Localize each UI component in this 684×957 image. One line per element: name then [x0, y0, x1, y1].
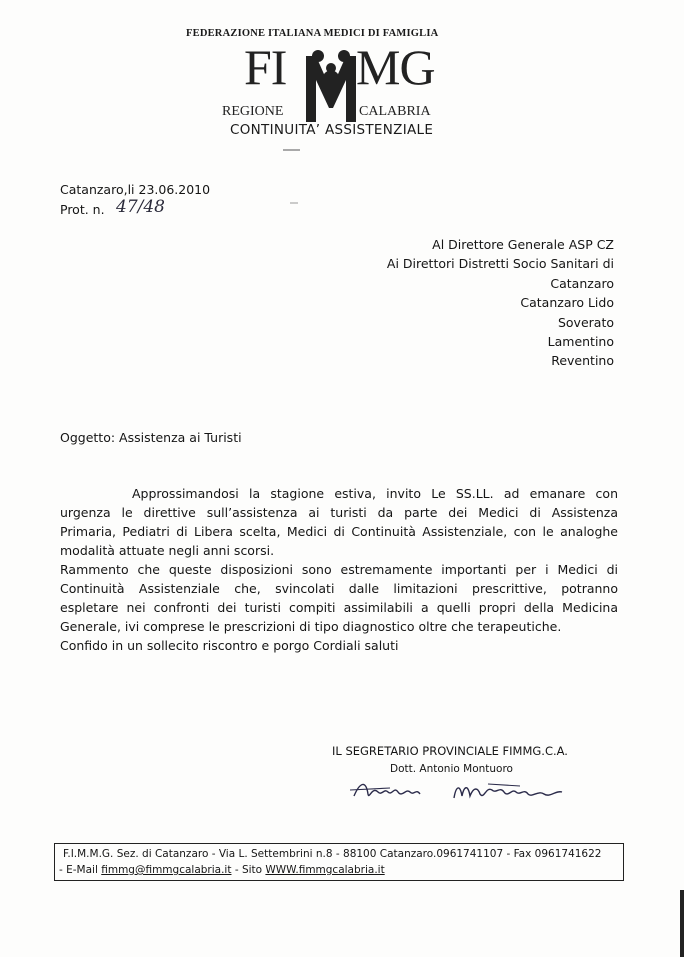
site-label: - Sito	[234, 864, 263, 876]
footer-address: F.I.M.M.G. Sez. di Catanzaro - Via L. Settembrini n.8 - 88100 Catanzaro.0961741107 - Fax 0961741622	[63, 848, 602, 860]
email-label: - E-Mail	[59, 864, 98, 876]
body-line: Continuità Assistenziale che, svincolati dalle limitazioni prescrittive, potranno	[60, 581, 618, 596]
logo-text-right: MG	[356, 39, 435, 95]
recipient-line: Catanzaro	[550, 275, 614, 291]
recipient-line: Reventino	[551, 353, 614, 369]
recipient-line: Soverato	[557, 314, 614, 330]
email-link[interactable]: fimmg@fimmgcalabria.it	[101, 864, 232, 876]
body-line: espletare nei confronti dei turisti compiti assimilabili a quelli propri della Medicina	[60, 600, 618, 615]
letterhead-federazione: FEDERAZIONE ITALIANA MEDICI DI FAMIGLIA	[186, 28, 439, 39]
letterhead-calabria: CALABRIA	[359, 104, 431, 119]
body-line: Approssimandosi la stagione estiva, invito Le SS.LL. ad emanare con	[132, 486, 618, 501]
recipient-line: Ai Direttori Distretti Socio Sanitari di	[386, 256, 614, 272]
letterhead-regione: REGIONE	[222, 104, 284, 119]
protocol-number: 47/48	[116, 197, 165, 217]
body-line: Rammento che queste disposizioni sono estremamente importanti per i Medici di	[60, 562, 618, 577]
body-line: Primaria, Pediatri di Libera scelta, Medici di Continuità Assistenziale, con le analoghe	[60, 524, 618, 539]
recipient-line: Lamentino	[547, 334, 614, 350]
body-line: Confido in un sollecito riscontro e porgo Cordiali saluti	[60, 638, 399, 653]
body-line: Generale, ivi comprese le prescrizioni di tipo diagnostico oltre che terapeutiche.	[60, 619, 562, 634]
logo-text-left: FI	[244, 39, 287, 95]
recipient-line: Al Direttore Generale ASP CZ	[432, 237, 614, 252]
recipient-line: Catanzaro Lido	[520, 295, 614, 311]
body-line: modalità attuate negli anni scorsi.	[60, 543, 275, 558]
letterhead-continuita: CONTINUITA’ ASSISTENZIALE	[230, 122, 434, 138]
signatory-title: IL SEGRETARIO PROVINCIALE FIMMG.C.A.	[332, 744, 568, 758]
letter-date: Catanzaro,li 23.06.2010	[60, 182, 211, 197]
signatory-name: Dott. Antonio Montuoro	[390, 763, 513, 775]
subject-line: Oggetto: Assistenza ai Turisti	[60, 430, 242, 445]
body-line: urgenza le direttive sull’assistenza ai turisti da parte dei Medici di Assistenza	[60, 505, 618, 520]
website-link[interactable]: WWW.fimmgcalabria.it	[265, 864, 385, 876]
protocol-label: Prot. n.	[60, 202, 105, 217]
